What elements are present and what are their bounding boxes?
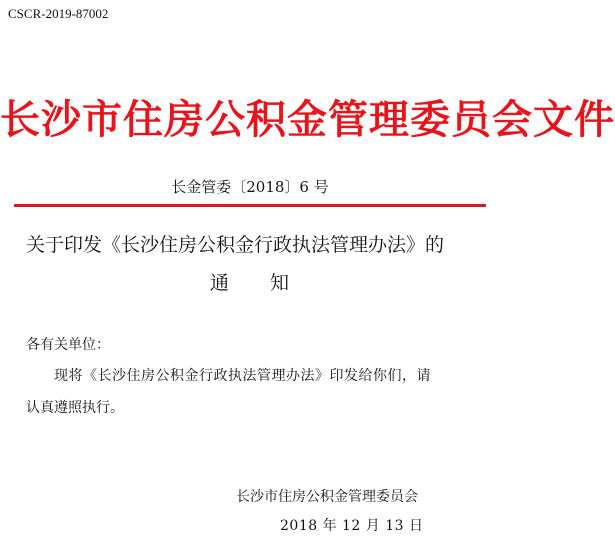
organization-header: 长沙市住房公积金管理委员会文件	[0, 96, 615, 143]
notice-title-line-2: 通 知	[209, 272, 290, 294]
document-date: 2018 年 12 月 13 日	[280, 518, 424, 534]
red-divider-line	[14, 204, 486, 207]
notice-title-line-1: 关于印发《长沙住房公积金行政执法管理办法》的	[26, 234, 445, 256]
document-number: 长金管委〔2018〕6 号	[171, 178, 329, 196]
body-text-line-2: 认真遵照执行。	[26, 400, 124, 416]
signature-organization: 长沙市住房公积金管理委员会	[236, 489, 418, 505]
body-text-line-1: 现将《长沙住房公积金行政执法管理办法》印发给你们，请	[54, 368, 431, 384]
document-code: CSCR-2019-87002	[8, 6, 109, 21]
salutation: 各有关单位：	[26, 337, 110, 353]
